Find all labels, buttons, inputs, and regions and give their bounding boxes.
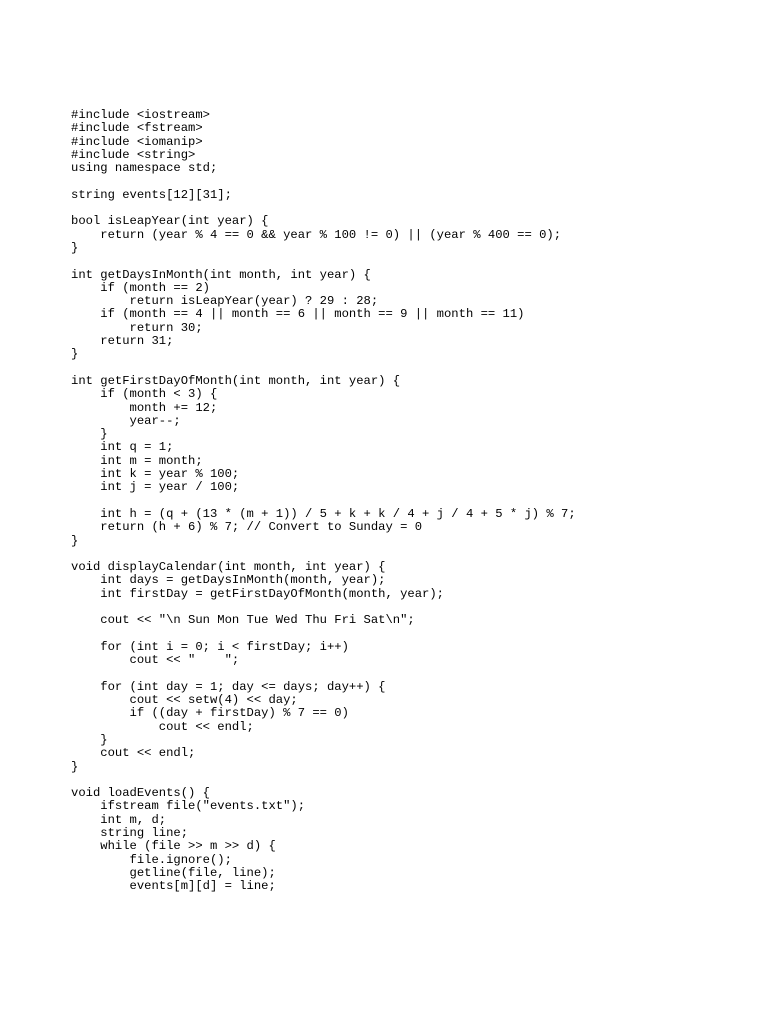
code-line: bool isLeapYear(int year) { <box>71 214 269 229</box>
code-line: return (year % 4 == 0 && year % 100 != 0) || (year % 400 == 0); <box>71 227 562 242</box>
code-line <box>71 628 576 641</box>
code-line <box>71 774 576 787</box>
code-line: } <box>71 427 108 442</box>
code-line: string events[12][31]; <box>71 187 232 202</box>
code-line: return 31; <box>71 334 174 349</box>
code-line: cout << setw(4) << day; <box>71 693 298 708</box>
code-line: int days = getDaysInMonth(month, year); <box>71 573 386 588</box>
code-line: month += 12; <box>71 400 218 415</box>
code-line <box>71 202 576 215</box>
code-line <box>71 175 576 188</box>
code-line: events[m][d] = line; <box>71 879 276 894</box>
code-line: } <box>71 347 79 362</box>
code-line: if (month == 4 || month == 6 || month == 9 || month == 11) <box>71 307 525 322</box>
code-line: #include <iomanip> <box>71 134 203 149</box>
code-line: int firstDay = getFirstDayOfMonth(month, year); <box>71 586 444 601</box>
code-line: } <box>71 732 108 747</box>
code-line: if ((day + firstDay) % 7 == 0) <box>71 706 349 721</box>
code-line <box>71 667 576 680</box>
code-line: if (month == 2) <box>71 280 210 295</box>
code-line: int j = year / 100; <box>71 480 240 495</box>
code-line: int q = 1; <box>71 440 174 455</box>
code-line: return 30; <box>71 320 203 335</box>
code-line: } <box>71 759 79 774</box>
code-line: using namespace std; <box>71 161 218 176</box>
code-line: if (month < 3) { <box>71 387 218 402</box>
code-line: #include <iostream> <box>71 108 210 122</box>
code-line: for (int day = 1; day <= days; day++) { <box>71 679 386 694</box>
code-line: int m = month; <box>71 453 203 468</box>
code-line: void loadEvents() { <box>71 786 210 801</box>
code-line: } <box>71 533 79 548</box>
code-line: int k = year % 100; <box>71 467 240 482</box>
code-line: void displayCalendar(int month, int year) { <box>71 560 386 575</box>
code-line: #include <fstream> <box>71 121 203 136</box>
code-line: file.ignore(); <box>71 852 232 867</box>
code-line: for (int i = 0; i < firstDay; i++) <box>71 639 349 654</box>
code-line: return isLeapYear(year) ? 29 : 28; <box>71 294 379 309</box>
code-line: string line; <box>71 826 189 841</box>
code-listing <box>71 109 576 894</box>
code-line: int m, d; <box>71 812 167 827</box>
code-line: int h = (q + (13 * (m + 1)) / 5 + k + k / 4 + j / 4 + 5 * j) % 7; <box>71 506 576 521</box>
code-line: int getDaysInMonth(int month, int year) { <box>71 267 371 282</box>
code-line: cout << " "; <box>71 653 240 668</box>
code-line: cout << "\n Sun Mon Tue Wed Thu Fri Sat\n"; <box>71 613 415 628</box>
code-line: return (h + 6) % 7; // Convert to Sunday = 0 <box>71 520 423 535</box>
code-line: getline(file, line); <box>71 865 276 880</box>
code-line <box>71 362 576 375</box>
code-line <box>71 495 576 508</box>
code-line: cout << endl; <box>71 719 254 734</box>
code-line: cout << endl; <box>71 746 196 761</box>
code-line: int getFirstDayOfMonth(int month, int year) { <box>71 373 401 388</box>
code-line <box>71 548 576 561</box>
code-line: ifstream file("events.txt"); <box>71 799 306 814</box>
code-line <box>71 601 576 614</box>
code-line: } <box>71 240 79 255</box>
code-line: #include <string> <box>71 147 196 162</box>
code-line <box>71 255 576 268</box>
code-line: year--; <box>71 413 181 428</box>
code-line: while (file >> m >> d) { <box>71 839 276 854</box>
